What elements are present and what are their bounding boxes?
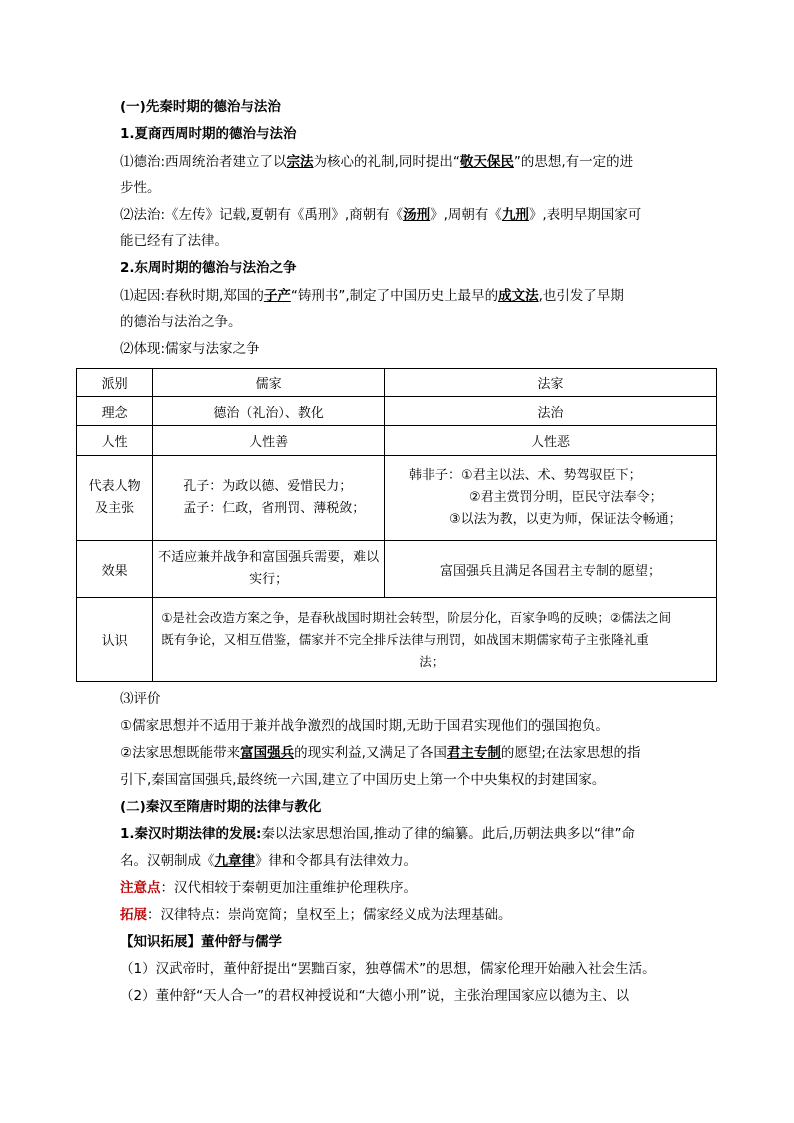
paragraph-fazhi bbox=[120, 206, 641, 224]
table-cell bbox=[77, 456, 153, 541]
cell-line: ③以法为教，以吏为师，保证法令畅通； bbox=[448, 512, 682, 527]
table-cell: 人性善 bbox=[153, 426, 385, 456]
table-row bbox=[77, 369, 717, 397]
text: 的愿望;在法家思想的指 bbox=[500, 745, 641, 761]
table-header-cell: 儒家 bbox=[153, 369, 385, 397]
text: “铸刑书”,制定了中国历史上最早的 bbox=[290, 288, 499, 304]
paragraph-dezhi-cont: 步性。 bbox=[120, 180, 161, 196]
subheading-1: 1.夏商西周时期的德治与法治 bbox=[120, 126, 297, 142]
table-cell: 人性 bbox=[77, 426, 153, 456]
table-cell: 德治（礼治）、教化 bbox=[153, 397, 385, 426]
table-header-cell: 派别 bbox=[77, 369, 153, 397]
text: 为核心的礼制,同时提出“ bbox=[313, 154, 460, 170]
section-heading-2: (二)秦汉至隋唐时期的法律与教化 bbox=[120, 799, 322, 815]
table-cell bbox=[384, 456, 716, 541]
text: 》,周朝有《 bbox=[430, 207, 502, 223]
text: ：汉代相较于秦朝更加注重维护伦理秩序。 bbox=[160, 880, 417, 896]
cell-line: ②君主赏罚分明，臣民守法奉令； bbox=[468, 490, 663, 505]
section-heading-1: (一)先秦时期的德治与法治 bbox=[120, 99, 281, 115]
cell-line: 既有争论，又相互借鉴，儒家并不完全排斥法律与刑罚，如战国末期儒家荀子主张隆礼重 bbox=[161, 631, 649, 647]
paragraph-qiyin-cont: 的德治与法治之争。 bbox=[120, 314, 242, 330]
extension-line bbox=[120, 906, 512, 924]
cell-line: 代表人物 bbox=[88, 479, 141, 494]
table-row bbox=[77, 397, 717, 426]
keyword: 汤刑 bbox=[403, 207, 431, 223]
text: ”的思想,有一定的进 bbox=[513, 154, 634, 170]
table-cell bbox=[153, 541, 385, 598]
text: 名。汉朝制成《 bbox=[120, 853, 215, 869]
table-cell: 人性恶 bbox=[384, 426, 716, 456]
comparison-table bbox=[76, 368, 717, 682]
cell-line: 实行； bbox=[249, 572, 289, 587]
paragraph-dongzhongshu-2: （2）董仲舒“天人合一”的君权神授说和“大德小刑”说，主张治理国家应以德为主、以 bbox=[120, 988, 630, 1004]
text: 》,表明早期国家可 bbox=[528, 207, 642, 223]
paragraph-fajia-cont: 引下,秦国富国强兵,最终统一六国,建立了中国历史上第一个中央集权的封建国家。 bbox=[120, 772, 606, 788]
extension-label: 拓展 bbox=[120, 907, 147, 923]
table-cell: 法治 bbox=[384, 397, 716, 426]
text: ⑴德治:西周统治者建立了以 bbox=[120, 154, 287, 170]
text: ：汉律特点：崇尚宽简；皇权至上；儒家经义成为法理基础。 bbox=[147, 907, 512, 923]
text: ⑴起因:春秋时期,郑国的 bbox=[120, 288, 264, 304]
table-row bbox=[77, 456, 717, 541]
paragraph-tixian: ⑵体现:儒家与法家之争 bbox=[120, 341, 260, 357]
table-cell: 富国强兵且满足各国君主专制的愿望； bbox=[384, 541, 716, 598]
table-cell: 理念 bbox=[77, 397, 153, 426]
note-label: 注意点 bbox=[120, 880, 161, 896]
keyword: 富国强兵 bbox=[240, 745, 295, 761]
subheading-2: 2.东周时期的德治与法治之争 bbox=[120, 260, 297, 276]
cell-line: 孟子：仁政，省刑罚、薄税敛； bbox=[183, 501, 366, 516]
keyword: 宗法 bbox=[286, 154, 314, 170]
table-cell bbox=[153, 598, 717, 682]
table-row bbox=[77, 541, 717, 598]
keyword: 敬天保民 bbox=[459, 154, 514, 170]
paragraph-qinhan-cont bbox=[120, 852, 417, 870]
text: ⑵法治:《左传》记载,夏朝有《禹刑》,商朝有《 bbox=[120, 207, 404, 223]
text: ,也引发了早期 bbox=[538, 288, 624, 304]
paragraph-fajia bbox=[120, 744, 640, 762]
table-cell bbox=[153, 456, 385, 541]
table-row bbox=[77, 426, 717, 456]
cell-line: 孔子：为政以德、爱惜民力； bbox=[183, 479, 353, 494]
table-header-cell: 法家 bbox=[384, 369, 716, 397]
cell-line: 不适应兼并战争和富国强兵需要，难以 bbox=[158, 550, 380, 565]
label: 1.秦汉时期法律的发展: bbox=[120, 826, 262, 842]
text: ②法家思想既能带来 bbox=[120, 745, 241, 761]
text: 秦以法家思想治国,推动了律的编纂。此后,历朝法典多以“律”命 bbox=[261, 826, 635, 842]
cell-line: 韩非子：①君主以法、术、势驾驭臣下； bbox=[408, 468, 642, 483]
keyword: 子产 bbox=[263, 288, 291, 304]
note-line bbox=[120, 879, 417, 897]
text: 的现实利益,又满足了各国 bbox=[294, 745, 447, 761]
paragraph-dezhi bbox=[120, 153, 633, 171]
cell-line: ①是社会改造方案之争，是春秋战国时期社会转型，阶层分化，百家争鸣的反映；②儒法之间 bbox=[161, 609, 672, 625]
table-cell: 效果 bbox=[77, 541, 153, 598]
paragraph-qiyin bbox=[120, 287, 624, 305]
paragraph-pingjia: ⑶评价 bbox=[120, 691, 161, 707]
keyword: 九章律 bbox=[214, 853, 255, 869]
table-cell: 认识 bbox=[77, 598, 153, 682]
paragraph-qinhan bbox=[120, 825, 635, 843]
keyword: 君主专制 bbox=[446, 745, 501, 761]
paragraph-fazhi-cont: 能已经有了法律。 bbox=[120, 233, 228, 249]
paragraph-dongzhongshu-1: （1）汉武帝时，董仲舒提出“罢黜百家，独尊儒术”的思想，儒家伦理开始融入社会生活。 bbox=[120, 961, 656, 977]
table-row bbox=[77, 598, 717, 682]
cell-line: 及主张 bbox=[95, 501, 135, 516]
paragraph-rujia: ①儒家思想并不适用于兼并战争激烈的战国时期,无助于国君实现他们的强国抱负。 bbox=[120, 718, 609, 734]
keyword: 九刑 bbox=[501, 207, 529, 223]
text: 》律和令都具有法律效力。 bbox=[255, 853, 417, 869]
keyword: 成文法 bbox=[498, 288, 539, 304]
knowledge-box-title: 【知识拓展】董仲舒与儒学 bbox=[120, 934, 282, 950]
cell-line: 法； bbox=[419, 653, 445, 669]
